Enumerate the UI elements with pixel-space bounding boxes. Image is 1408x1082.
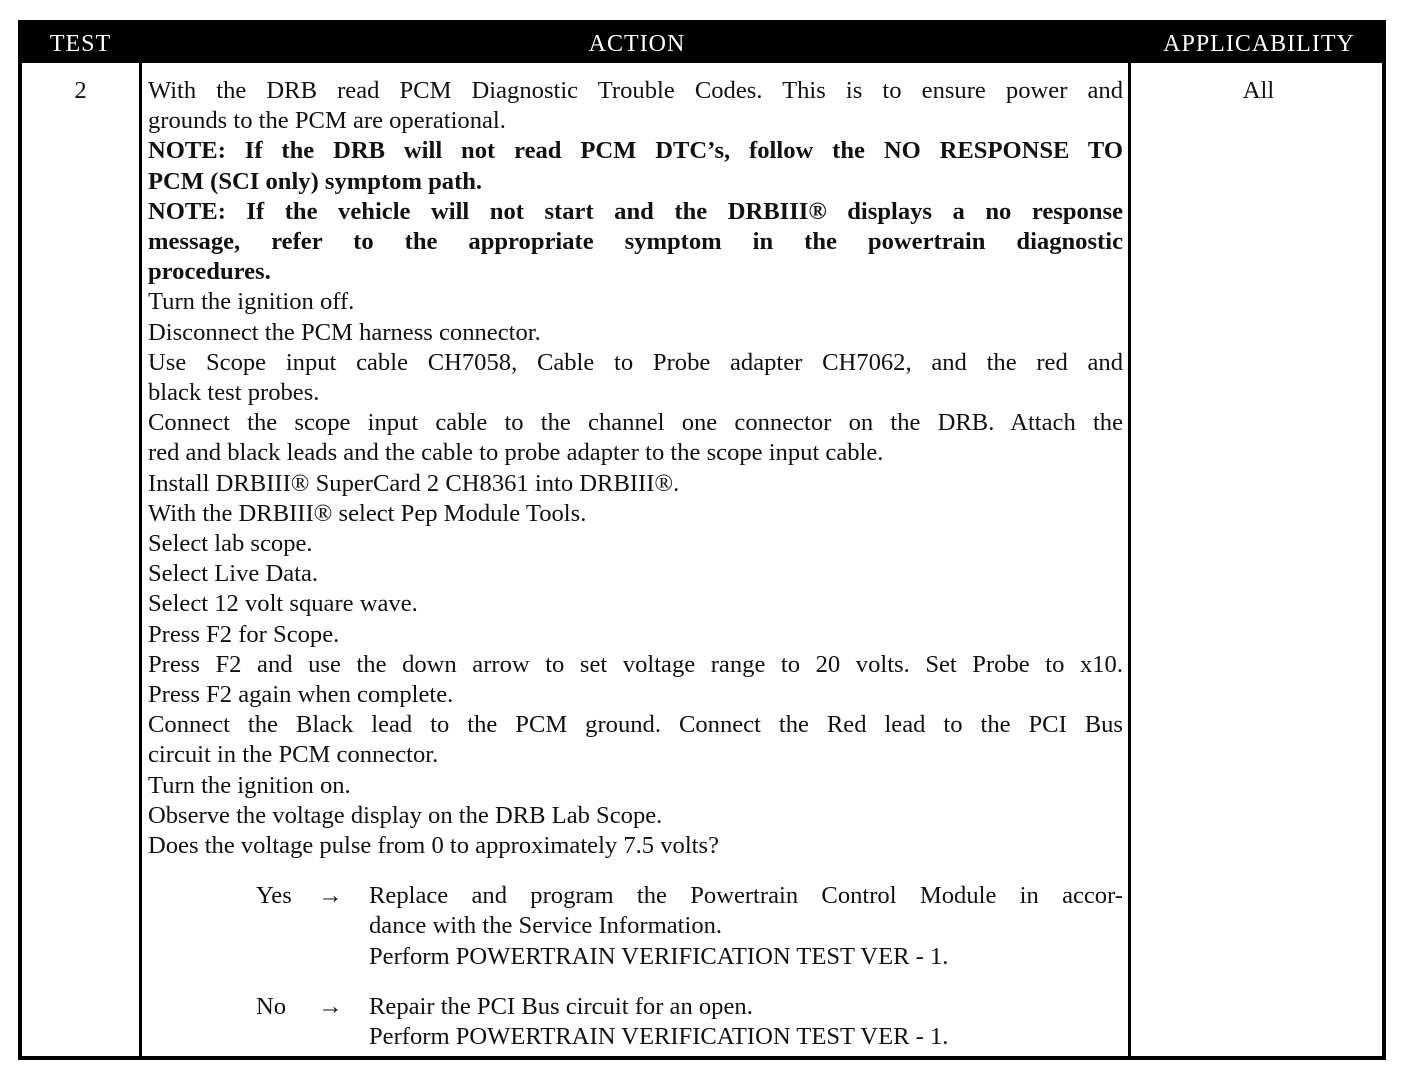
- diagnostic-table: [18, 20, 1386, 1060]
- column-divider-applicability: [1128, 63, 1131, 1056]
- action-line: Install DRBIII® SuperCard 2 CH8361 into DRBIII®.: [148, 469, 680, 497]
- answer-yes-label: Yes: [256, 882, 292, 910]
- action-cell: [148, 76, 1123, 1052]
- action-line: Observe the voltage display on the DRB Lab Scope.: [148, 801, 663, 829]
- note-line: procedures.: [148, 258, 271, 286]
- question-line: Does the voltage pulse from 0 to approximately 7.5 volts?: [148, 832, 720, 860]
- result-no: [148, 992, 1123, 1052]
- answer-no-label: No: [256, 992, 287, 1020]
- note-line: NOTE: If the DRB will not read PCM DTC’s, follow the NO RESPONSE TO: [148, 137, 1123, 165]
- applicability-value: All: [1242, 77, 1275, 104]
- result-line: Perform POWERTRAIN VERIFICATION TEST VER - 1.: [369, 942, 949, 970]
- result-line: Perform POWERTRAIN VERIFICATION TEST VER - 1.: [369, 1023, 949, 1051]
- action-line: Disconnect the PCM harness connector.: [148, 318, 541, 346]
- action-line: Select lab scope.: [148, 530, 313, 558]
- result-line: dance with the Service Information.: [369, 912, 723, 940]
- action-line: Select 12 volt square wave.: [148, 590, 418, 618]
- header-action: ACTION: [588, 31, 686, 57]
- arrow-right-icon: →: [318, 882, 343, 910]
- action-line: red and black leads and the cable to probe adapter to the scope input cable.: [148, 439, 884, 467]
- action-line: Press F2 again when complete.: [148, 681, 454, 709]
- action-line: Turn the ignition on.: [148, 771, 351, 799]
- column-divider-test: [139, 63, 142, 1056]
- result-line: Repair the PCI Bus circuit for an open.: [369, 992, 753, 1020]
- action-line: Connect the scope input cable to the channel one connector on the DRB. Attach the: [148, 409, 1123, 437]
- result-line: Replace and program the Powertrain Control Module in accor-: [369, 882, 1123, 910]
- header-applicability: APPLICABILITY: [1163, 31, 1355, 57]
- result-no-text: [369, 992, 1123, 1052]
- action-line: Select Live Data.: [148, 560, 319, 588]
- action-line: Press F2 and use the down arrow to set voltage range to 20 volts. Set Probe to x10.: [148, 650, 1123, 678]
- result-yes: [148, 881, 1123, 972]
- action-line: Press F2 for Scope.: [148, 620, 340, 648]
- action-line: Turn the ignition off.: [148, 288, 355, 316]
- test-number: 2: [74, 77, 87, 104]
- note-line: message, refer to the appropriate symptom in the powertrain diagnostic: [148, 228, 1123, 256]
- action-line: black test probes.: [148, 379, 320, 407]
- note-line: NOTE: If the vehicle will not start and the DRBIII® displays a no response: [148, 197, 1123, 225]
- action-line: With the DRBIII® select Pep Module Tools.: [148, 499, 587, 527]
- result-yes-text: [369, 881, 1123, 972]
- action-line: grounds to the PCM are operational.: [148, 107, 506, 135]
- action-line: Use Scope input cable CH7058, Cable to Probe adapter CH7062, and the red and: [148, 348, 1123, 376]
- action-line: With the DRB read PCM Diagnostic Trouble Codes. This is to ensure power and: [148, 77, 1123, 104]
- table-header: [22, 24, 1382, 63]
- action-line: circuit in the PCM connector.: [148, 741, 439, 769]
- note-line: PCM (SCI only) symptom path.: [148, 167, 483, 195]
- arrow-right-icon: →: [318, 992, 343, 1020]
- header-test: TEST: [49, 31, 112, 57]
- action-line: Connect the Black lead to the PCM ground. Connect the Red lead to the PCI Bus: [148, 711, 1123, 739]
